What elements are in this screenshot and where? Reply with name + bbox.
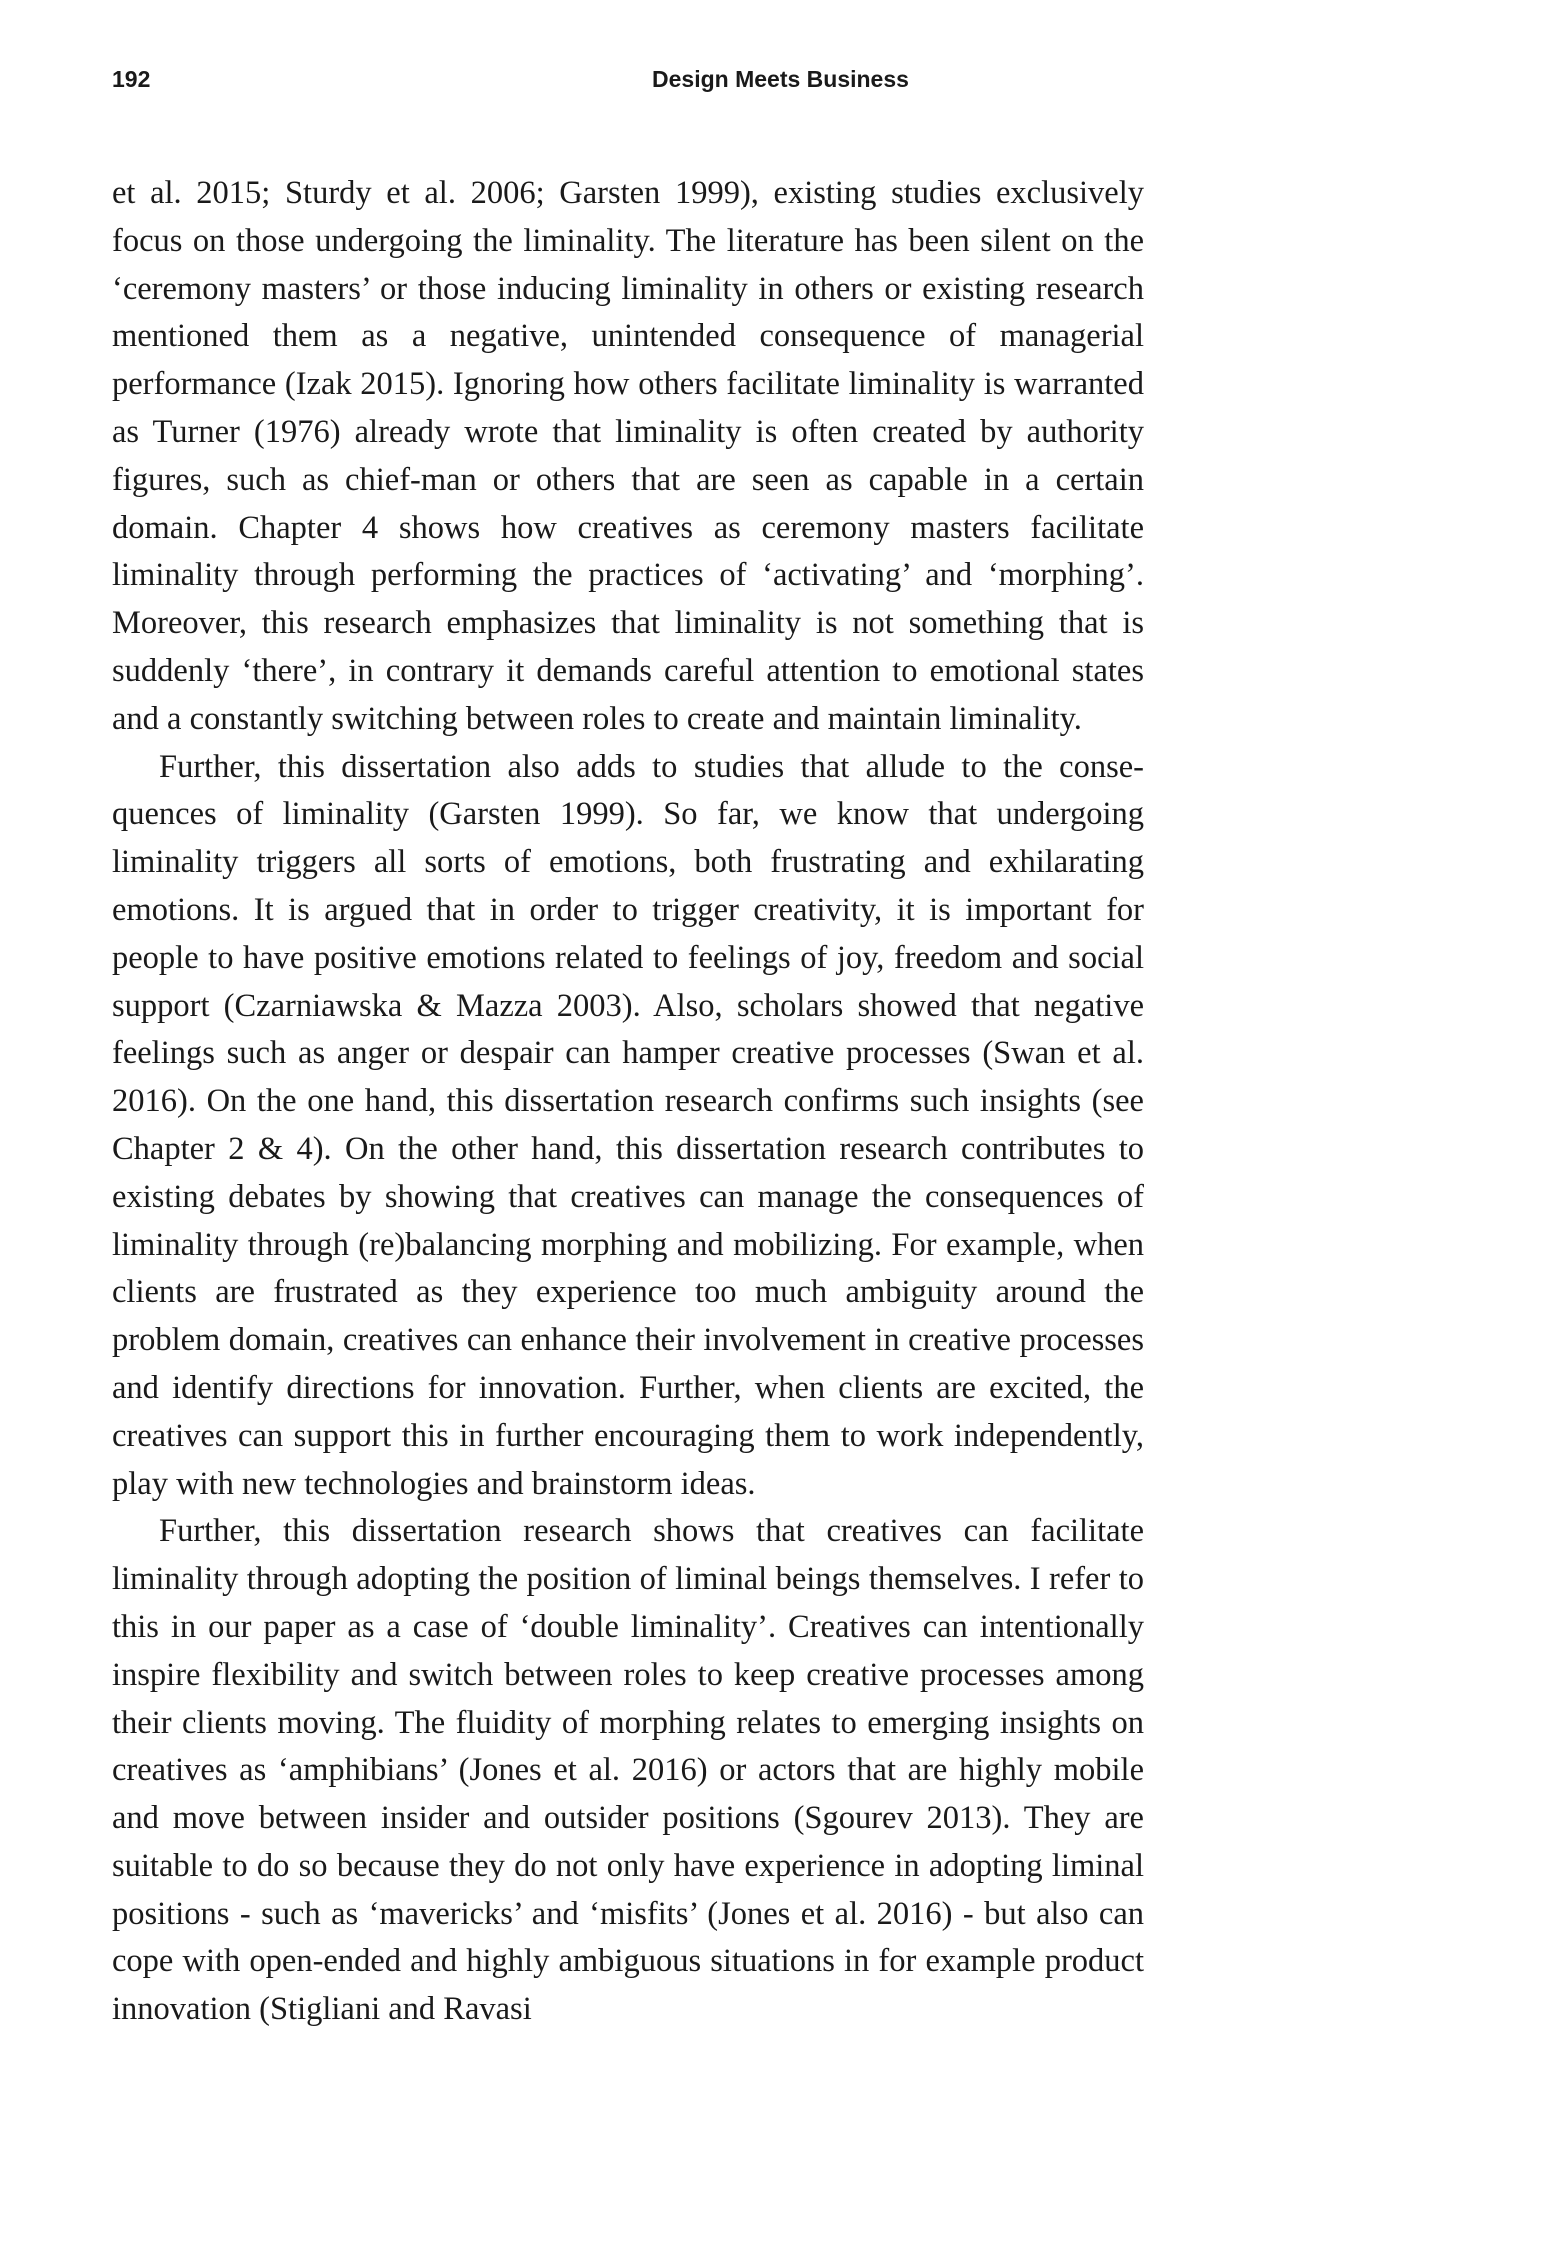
running-title: Design Meets Business xyxy=(652,66,909,92)
paragraph: Further, this dissertation research shows that creatives can facilitate liminality through adopting the position of liminal beings themselves. I refer to this in our paper as a case of ‘double liminality’. Creatives can intentionally inspire flexibility and switch between roles to keep creative processes among their clients moving. The fluidity of morphing relates to emerging insights on creatives as ‘amphibians’ (Jones et al. 2016) or actors that are highly mobile and move between insider and outsider positions (Sgourev 2013). They are suitable to do so because they do not only have experience in adopting liminal positions - such as ‘mavericks’ and ‘misfits’ (Jones et al. 2016) - but also can cope with open-ended and highly ambiguous situations in for example product innovation (Stigliani and Ravasi xyxy=(112,1513,1144,2028)
paragraph-continued: et al. 2015; Sturdy et al. 2006; Garsten 1999), existing studies exclusively focus on those undergoing the liminality. The literature has been silent on the ‘ceremony masters’ or those inducing liminality in others or existing research mentioned them as a negative, unintended consequence of managerial performance (Izak 2015). Ignoring how others facilitate liminality is warranted as Turner (1976) already wrote that liminality is often created by authority figures, such as chief-man or others that are seen as capable in a certain domain. Chapter 4 shows how creatives as ceremony masters facilitate liminality through performing the practices of ‘activating’ and ‘morphing’. Moreover, this research emphasizes that liminality is not something that is suddenly ‘there’, in contrary it demands careful attention to emotional states and a constantly switching between roles to create and maintain liminality. xyxy=(112,175,1144,737)
running-head xyxy=(112,66,1144,106)
paragraph: Further, this dissertation also adds to studies that allude to the consequences of liminality (Garsten 1999). So far, we know that undergoing liminality triggers all sorts of emotions, both frustrating and exhilarating emotions. It is argued that in order to trigger creativity, it is important for people to have positive emotions related to feelings of joy, freedom and social support (Czarniawska & Mazza 2003). Also, scholars showed that negative feelings such as anger or despair can hamper creative processes (Swan et al. 2016). On the one hand, this dissertation research confirms such insights (see Chapter 2 & 4). On the other hand, this dissertation research contributes to existing debates by showing that creatives can manage the consequences of liminality through (re)balancing morphing and mobilizing. For example, when clients are frustrated as they experience too much ambiguity around the problem domain, creatives can enhance their involvement in creative processes and identify directions for innovation. Further, when clients are excited, the creatives can support this in further encouraging them to work independently, play with new technologies and brainstorm ideas. xyxy=(112,748,1144,1502)
page-number: 192 xyxy=(112,66,151,92)
body-text xyxy=(112,170,1144,2034)
